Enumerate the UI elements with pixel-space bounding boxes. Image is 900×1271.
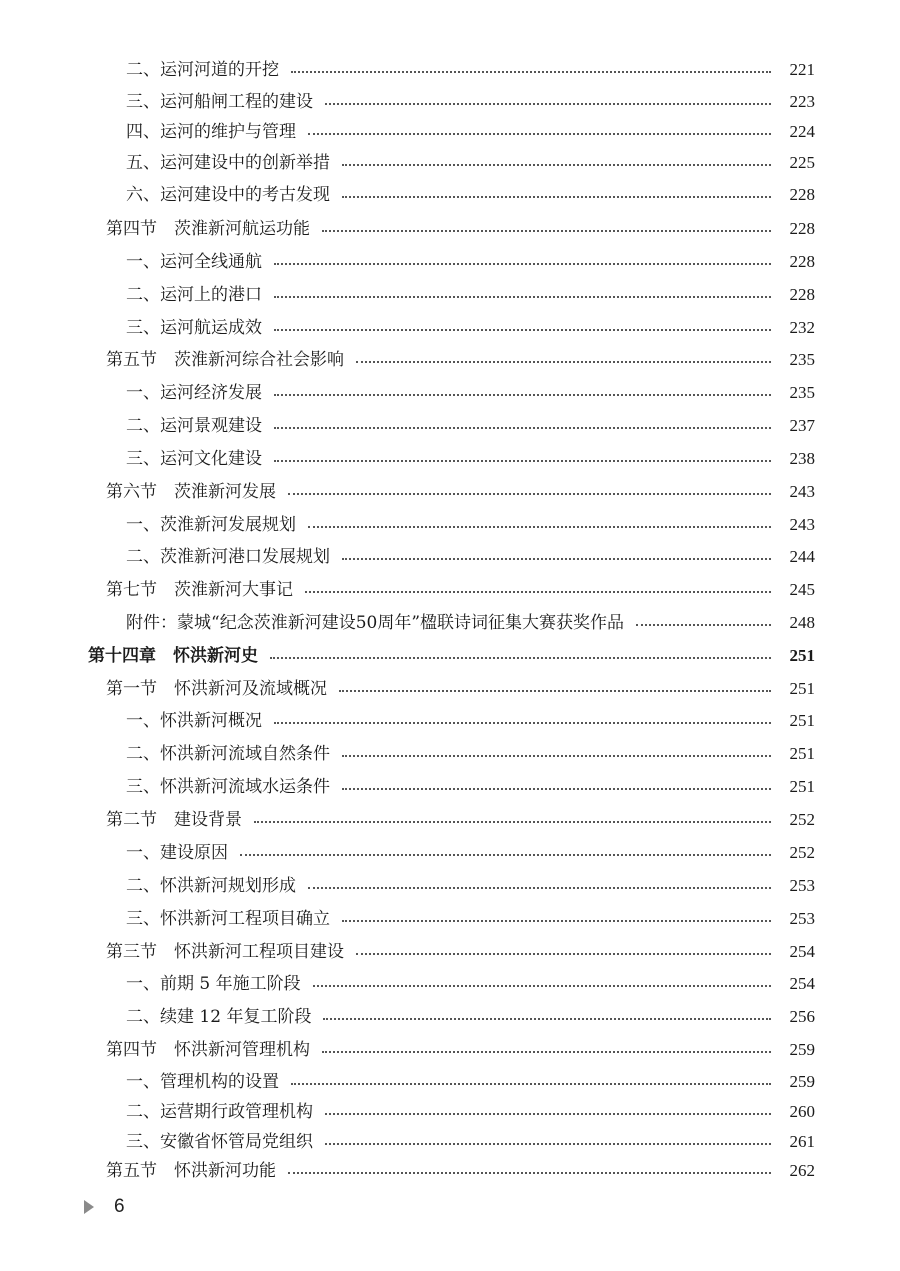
toc-entry-title: 一、怀洪新河概况 <box>126 711 262 731</box>
dot-leader <box>342 920 771 922</box>
toc-entry-section[interactable] <box>106 478 815 506</box>
toc-entry-item[interactable] <box>126 773 815 801</box>
toc-entry-page: 254 <box>789 974 815 993</box>
toc-entry-title: 第四节 怀洪新河管理机构 <box>106 1040 310 1060</box>
dot-leader <box>323 1018 771 1020</box>
toc-entry-title: 第五节 茨淮新河综合社会影响 <box>106 350 344 370</box>
triangle-marker-icon <box>84 1200 94 1214</box>
toc-entry-page: 237 <box>789 416 815 435</box>
toc-entry-title: 第五节 怀洪新河功能 <box>106 1161 276 1181</box>
dot-leader <box>636 624 771 626</box>
toc-entry-page: 223 <box>789 92 815 111</box>
toc-entry-page: 253 <box>789 876 815 895</box>
dot-leader <box>274 263 771 265</box>
toc-entry-title: 一、运河全线通航 <box>126 252 262 272</box>
toc-entry-section[interactable] <box>106 576 815 604</box>
toc-entry-item[interactable] <box>126 707 815 735</box>
toc-entry-page: 251 <box>789 679 815 698</box>
toc-entry-page: 235 <box>789 350 815 369</box>
dot-leader <box>342 196 771 198</box>
toc-entry-item[interactable] <box>126 1003 815 1031</box>
toc-entry-section[interactable] <box>106 215 815 243</box>
toc-entry-item[interactable] <box>126 839 815 867</box>
dot-leader <box>339 690 771 692</box>
toc-entry-page: 261 <box>789 1132 815 1151</box>
toc-entry-page: 252 <box>789 810 815 829</box>
toc-entry-page: 243 <box>789 482 815 501</box>
dot-leader <box>291 1083 771 1085</box>
toc-entry-page: 228 <box>789 285 815 304</box>
dot-leader <box>274 394 771 396</box>
toc-entry-page: 251 <box>789 711 815 730</box>
toc-entry-page: 245 <box>789 580 815 599</box>
toc-entry-title: 二、运营期行政管理机构 <box>126 1102 313 1122</box>
dot-leader <box>274 427 771 429</box>
dot-leader <box>308 887 771 889</box>
toc-entry-page: 228 <box>789 219 815 238</box>
toc-entry-page: 254 <box>789 942 815 961</box>
toc-entry-title: 一、前期 5 年施工阶段 <box>126 974 301 994</box>
dot-leader <box>325 1113 771 1115</box>
dot-leader <box>342 558 771 560</box>
toc-entry-item[interactable] <box>126 1098 815 1126</box>
dot-leader <box>274 329 771 331</box>
toc-entry-page: 228 <box>789 185 815 204</box>
toc-entry-page: 235 <box>789 383 815 402</box>
toc-entry-title: 第一节 怀洪新河及流域概况 <box>106 679 327 699</box>
dot-leader <box>313 985 771 987</box>
toc-entry-page: 243 <box>789 515 815 534</box>
toc-entry-title: 三、安徽省怀管局党组织 <box>126 1132 313 1152</box>
toc-entry-title: 第六节 茨淮新河发展 <box>106 482 276 502</box>
page-footer <box>84 1196 125 1218</box>
toc-entry-page: 259 <box>789 1040 815 1059</box>
toc-entry-page: 232 <box>789 318 815 337</box>
toc-entry-item[interactable] <box>126 149 815 177</box>
toc-entry-title: 二、茨淮新河港口发展规划 <box>126 547 330 567</box>
toc-entry-title: 第三节 怀洪新河工程项目建设 <box>106 942 344 962</box>
toc-entry-section[interactable] <box>106 346 815 374</box>
toc-entry-title: 一、运河经济发展 <box>126 383 262 403</box>
toc-entry-title: 第七节 茨淮新河大事记 <box>106 580 293 600</box>
toc-entry-title: 二、续建 12 年复工阶段 <box>126 1007 312 1027</box>
dot-leader <box>342 788 771 790</box>
dot-leader <box>305 591 771 593</box>
dot-leader <box>342 755 771 757</box>
toc-entry-page: 252 <box>789 843 815 862</box>
toc-entry-page: 225 <box>789 153 815 172</box>
toc-entry-title: 一、管理机构的设置 <box>126 1072 279 1092</box>
toc-entry-item[interactable] <box>126 511 815 539</box>
dot-leader <box>325 1143 771 1145</box>
toc-entry-section[interactable] <box>106 675 815 703</box>
toc-entry-page: 253 <box>789 909 815 928</box>
toc-entry-item[interactable] <box>126 543 815 571</box>
toc-entry-page: 256 <box>789 1007 815 1026</box>
toc-entry-section[interactable] <box>106 1036 815 1064</box>
dot-leader <box>342 164 771 166</box>
toc-entry-title: 二、怀洪新河规划形成 <box>126 876 296 896</box>
toc-entry-title: 二、运河景观建设 <box>126 416 262 436</box>
dot-leader <box>254 821 771 823</box>
dot-leader <box>240 854 771 856</box>
toc-entry-item[interactable] <box>126 379 815 407</box>
dot-leader <box>308 133 771 135</box>
toc-entry-title: 三、运河航运成效 <box>126 318 262 338</box>
toc-entry-section[interactable] <box>106 806 815 834</box>
toc-entry-item[interactable] <box>126 905 815 933</box>
toc-entry-item[interactable] <box>126 872 815 900</box>
toc-entry-item[interactable] <box>126 248 815 276</box>
toc-entry-title: 三、怀洪新河工程项目确立 <box>126 909 330 929</box>
dot-leader <box>288 1172 771 1174</box>
dot-leader <box>274 296 771 298</box>
toc-entry-title: 附件：蒙城“纪念茨淮新河建设50周年”楹联诗词征集大赛获奖作品 <box>126 613 625 633</box>
toc-entry-item[interactable] <box>126 118 815 146</box>
toc-entry-page: 221 <box>789 60 815 79</box>
dot-leader <box>274 722 771 724</box>
toc-entry-title: 一、茨淮新河发展规划 <box>126 515 296 535</box>
dot-leader <box>322 1051 771 1053</box>
toc-entry-item[interactable] <box>126 181 815 209</box>
toc-entry-item[interactable] <box>126 609 815 637</box>
toc-entry-title: 第十四章 怀洪新河史 <box>88 646 258 666</box>
toc-entry-title: 第二节 建设背景 <box>106 810 242 830</box>
toc-entry-page: 244 <box>789 547 815 566</box>
dot-leader <box>325 103 771 105</box>
toc-entry-chapter[interactable] <box>88 642 815 670</box>
toc-entry-section[interactable] <box>106 938 815 966</box>
toc-entry-page: 262 <box>789 1161 815 1180</box>
toc-entry-item[interactable] <box>126 412 815 440</box>
toc-entry-item[interactable] <box>126 970 815 998</box>
toc-entry-page: 238 <box>789 449 815 468</box>
toc-entry-page: 224 <box>789 122 815 141</box>
toc-entry-item[interactable] <box>126 1068 815 1096</box>
dot-leader <box>274 460 771 462</box>
dot-leader <box>291 71 771 73</box>
toc-entry-item[interactable] <box>126 88 815 116</box>
toc-entry-item[interactable] <box>126 1128 815 1156</box>
toc-entry-page: 248 <box>789 613 815 632</box>
toc-entry-title: 第四节 茨淮新河航运功能 <box>106 219 310 239</box>
dot-leader <box>322 230 771 232</box>
toc-entry-title: 二、怀洪新河流域自然条件 <box>126 744 330 764</box>
toc-entry-page: 259 <box>789 1072 815 1091</box>
toc-entry-title: 四、运河的维护与管理 <box>126 122 296 142</box>
toc-entry-title: 五、运河建设中的创新举措 <box>126 153 330 173</box>
toc-entry-section[interactable] <box>106 1157 815 1185</box>
toc-entry-item[interactable] <box>126 56 815 84</box>
toc-entry-page: 251 <box>789 646 815 665</box>
dot-leader <box>308 526 771 528</box>
toc-entry-title: 一、建设原因 <box>126 843 228 863</box>
toc-entry-title: 六、运河建设中的考古发现 <box>126 185 330 205</box>
toc-entry-title: 三、运河船闸工程的建设 <box>126 92 313 112</box>
dot-leader <box>356 953 771 955</box>
toc-entry-page: 251 <box>789 777 815 796</box>
toc-entry-page: 228 <box>789 252 815 271</box>
toc-entry-title: 三、怀洪新河流域水运条件 <box>126 777 330 797</box>
dot-leader <box>356 361 771 363</box>
toc-entry-title: 二、运河河道的开挖 <box>126 60 279 80</box>
toc-entry-page: 260 <box>789 1102 815 1121</box>
toc-entry-item[interactable] <box>126 740 815 768</box>
page-number: 6 <box>114 1196 125 1217</box>
toc-entry-item[interactable] <box>126 314 815 342</box>
toc-entry-item[interactable] <box>126 445 815 473</box>
dot-leader <box>270 657 771 659</box>
toc-entry-title: 三、运河文化建设 <box>126 449 262 469</box>
toc-entry-item[interactable] <box>126 281 815 309</box>
toc-entry-page: 251 <box>789 744 815 763</box>
dot-leader <box>288 493 771 495</box>
toc-entry-title: 二、运河上的港口 <box>126 285 262 305</box>
